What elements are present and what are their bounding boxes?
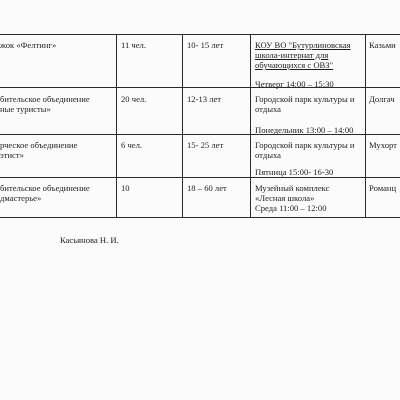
table-column-divider	[250, 34, 251, 218]
table-row-4-leader	[369, 183, 396, 193]
table-row-1-schedule	[255, 79, 334, 89]
cell-text: Городской парк культуры и	[255, 140, 355, 150]
table-row-1-age	[187, 40, 223, 50]
table-column-divider	[116, 34, 117, 218]
cell-text: 6 чел.	[121, 140, 143, 150]
table-border-bottom	[0, 217, 400, 218]
table-row-3-leader	[369, 140, 397, 150]
table-column-divider	[182, 34, 183, 218]
cell-text: Понедельник 13:00 – 14:00	[255, 125, 354, 135]
table-row-divider	[0, 177, 400, 178]
cell-text: 12-13 лет	[187, 94, 222, 104]
table-row-3-count	[121, 140, 142, 150]
table-row-4-age	[187, 183, 227, 193]
table-row-1-name	[0, 40, 56, 50]
table-row-4-name	[0, 183, 90, 203]
table-row-2-schedule	[255, 125, 353, 135]
cell-text: жок «Фелтинг»	[0, 40, 57, 50]
table-row-1-place	[255, 40, 351, 70]
cell-text: обучающихся с ОВЗ"	[255, 60, 334, 70]
table-row-3-name	[0, 140, 77, 160]
table-row-2-name	[0, 94, 90, 114]
cell-text: этист»	[0, 150, 24, 160]
cell-text: рческое объединение	[0, 140, 78, 150]
table-column-divider	[365, 34, 366, 218]
cell-text: Мухорт	[369, 140, 397, 150]
cell-text: 18 – 60 лет	[187, 183, 227, 193]
cell-text: «Лесная школа»	[255, 193, 315, 203]
cell-text: отдыха	[255, 104, 281, 114]
cell-text: 15- 25 лет	[187, 140, 224, 150]
cell-text: 20 чел.	[121, 94, 147, 104]
table-row-4-place	[255, 183, 329, 213]
cell-text: 11 чел.	[121, 40, 146, 50]
cell-text: Городской парк культуры и	[255, 94, 355, 104]
cell-text: Долгач	[369, 94, 395, 104]
cell-text: ные туристы»	[0, 104, 51, 114]
signature-name: Касьянова Н. И.	[60, 235, 119, 245]
table-row-4-count	[121, 183, 130, 193]
cell-text: Четверг 14:00 – 15:30	[255, 79, 334, 89]
table-row-1-leader	[369, 40, 396, 50]
table-row-3-schedule	[255, 167, 333, 177]
table-row-divider	[0, 87, 400, 88]
cell-text: дмастерье»	[0, 193, 42, 203]
cell-text: Романц	[369, 183, 397, 193]
cell-text: бительское объединение	[0, 183, 90, 193]
cell-text: Пятница 15:00- 16-30	[255, 167, 334, 177]
table-border-top	[0, 34, 400, 35]
table-row-1-count	[121, 40, 146, 50]
table-row-3-age	[187, 140, 223, 150]
table-row-2-age	[187, 94, 221, 104]
cell-text: Казьми	[369, 40, 396, 50]
cell-text: бительское объединение	[0, 94, 90, 104]
table-row-2-place	[255, 94, 354, 114]
cell-text: 10	[121, 183, 130, 193]
cell-text: Среда 11:00 – 12:00	[255, 203, 327, 213]
cell-text: школа-интернат для	[255, 50, 329, 60]
table-row-2-count	[121, 94, 146, 104]
table-row-2-leader	[369, 94, 395, 104]
cell-text: Музейный комплекс	[255, 183, 330, 193]
cell-text: 10- 15 лет	[187, 40, 224, 50]
cell-text: КОУ ВО "Бутурлиновская	[255, 40, 351, 50]
cell-text: отдыха	[255, 150, 281, 160]
table-row-3-place	[255, 140, 354, 160]
